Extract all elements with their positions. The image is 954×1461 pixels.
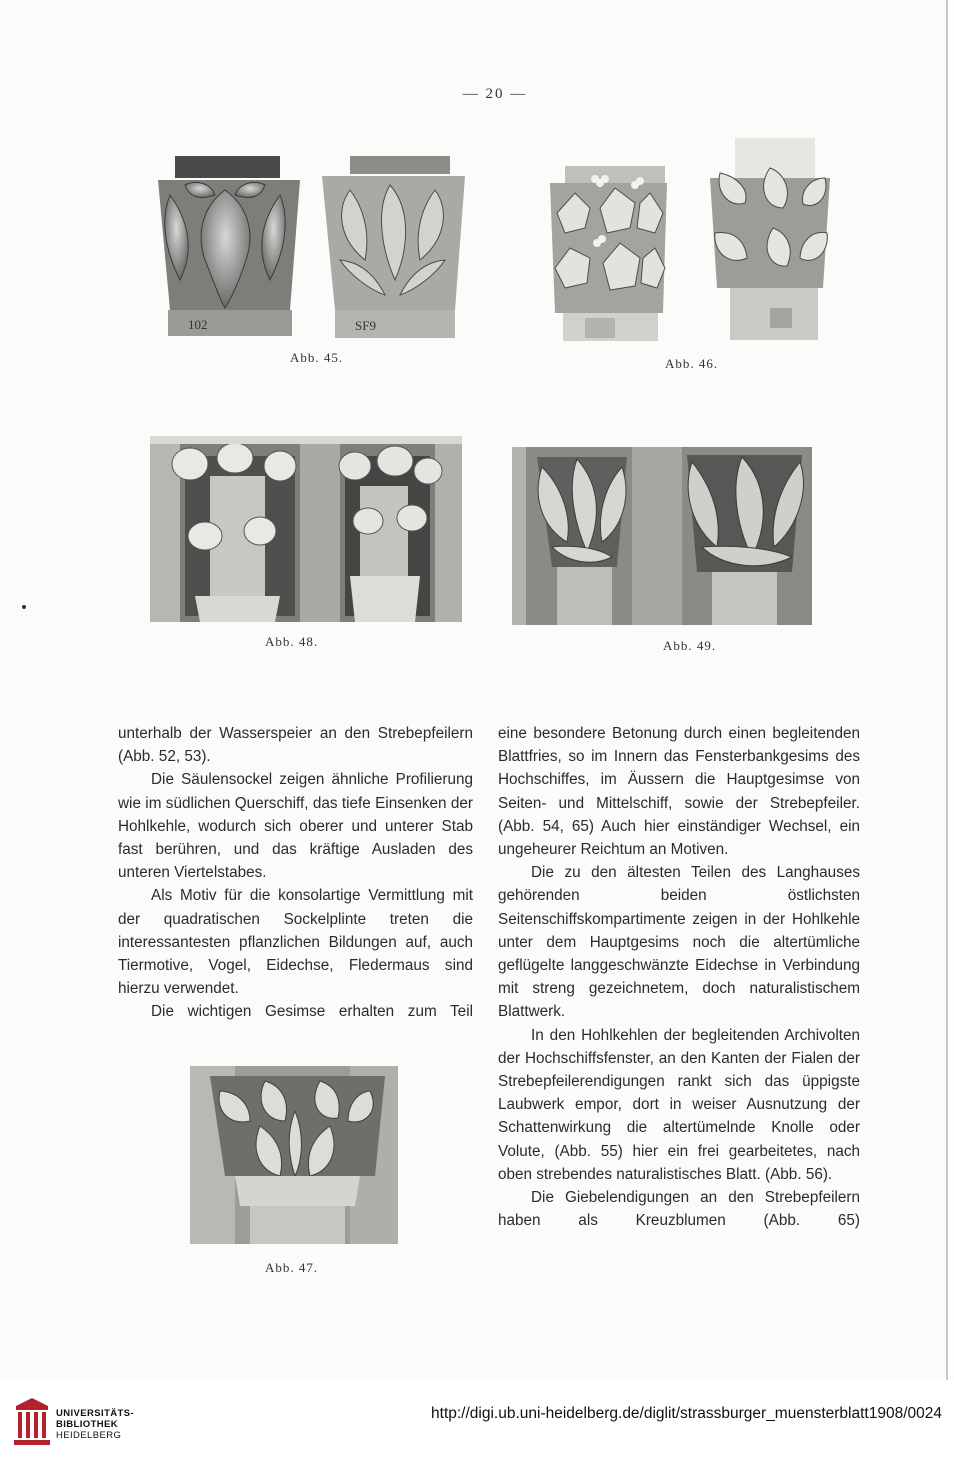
- figure-abb-45-photo: [150, 150, 470, 345]
- right-paragraph-2: Die zu den ältesten Teilen des Langhauses gehörenden beiden östlichsten Seitenschiffskompartimente zeigen in der Hohlkehle unter dem Hauptgesims noch die altertümliche geflügelte langgeschwänzte Eidechse in Verbindung mit streng gezeichnetem, doch naturalistischem Blattwerk.: [498, 864, 860, 1021]
- right-paragraph-3: In den Hohlkehlen der begleitenden Archivolten der Hochschiffsfenster, an den Kanten der Fialen der Strebepfeilerendigungen rankt sich das üppigste Laubwerk empor, dort in weiser Ausnutzung der Schattenwirkung die altertümelnde Knolle oder Volute, (Abb. 55) hier ein frei gearbeitetes, nach oben strebendes naturalistisches Blatt. (Abb. 56).: [498, 1026, 860, 1183]
- library-name-line-2: BIBLIOTHEK: [56, 1419, 119, 1430]
- abb45-left-label: 102: [188, 317, 208, 332]
- figure-abb-48-photo: [150, 436, 462, 622]
- caption-abb-47: Abb. 47.: [265, 1260, 319, 1275]
- figure-abb-47-photo: [190, 1066, 398, 1244]
- left-paragraph-2: Die Säulensockel zeigen ähnliche Profilierung wie im südlichen Querschiff, das tiefe Einsenken der Hohlkehle, wodurch sich oberer und unterer Stab fast berühren, und das kräftige Ausladen des unteren Viertelstabes.: [118, 771, 473, 882]
- library-logo-icon: [12, 1396, 52, 1448]
- abb45-right-label: SF9: [355, 318, 376, 333]
- right-paragraph-1: eine besondere Betonung durch einen begleitenden Blattfries, so im Innern das Fensterbankgesims des Hochschiffes, im Äussern die Hauptgesimse von Seiten- und Mittelschiff, sowie der Strebepfeiler. (Abb. 54, 65) Auch hier einständiger Wechsel, ein ungeheurer Reichtum an Motiven.: [498, 725, 860, 859]
- right-paragraph-4: Die Giebelendigungen an den Strebepfeilern haben als Kreuzblumen (Abb. 65): [498, 1189, 860, 1230]
- library-name: [56, 1408, 134, 1441]
- figure-abb-46-photo: [545, 138, 835, 348]
- right-text-column: [498, 722, 860, 1232]
- ink-speck: [22, 605, 26, 609]
- left-text-column: [118, 722, 473, 1024]
- page-number: — 20 —: [462, 86, 528, 102]
- library-name-line-3: HEIDELBERG: [56, 1430, 122, 1441]
- caption-abb-46: Abb. 46.: [665, 356, 719, 371]
- left-paragraph-4: Die wichtigen Gesimse erhalten zum Teil: [151, 1003, 473, 1021]
- left-paragraph-1: unterhalb der Wasserspeier an den Strebepfeilern (Abb. 52, 53).: [118, 725, 473, 766]
- caption-abb-48: Abb. 48.: [265, 634, 319, 649]
- page-edge: [946, 0, 948, 1380]
- source-url-link[interactable]: http://digi.ub.uni-heidelberg.de/diglit/strassburger_muensterblatt1908/0024: [431, 1405, 942, 1422]
- library-name-line-1: UNIVERSITÄTS-: [56, 1408, 135, 1419]
- caption-abb-49: Abb. 49.: [663, 638, 717, 653]
- figure-abb-49-photo: [512, 447, 812, 625]
- left-paragraph-3: Als Motiv für die konsolartige Vermittlung mit der quadratischen Sockelplinte treten die interessantesten pflanzlichen Bildungen auf, auch Tiermotive, Vogel, Eidechse, Fledermaus sind hierzu verwendet.: [118, 887, 473, 998]
- caption-abb-45: Abb. 45.: [290, 350, 344, 365]
